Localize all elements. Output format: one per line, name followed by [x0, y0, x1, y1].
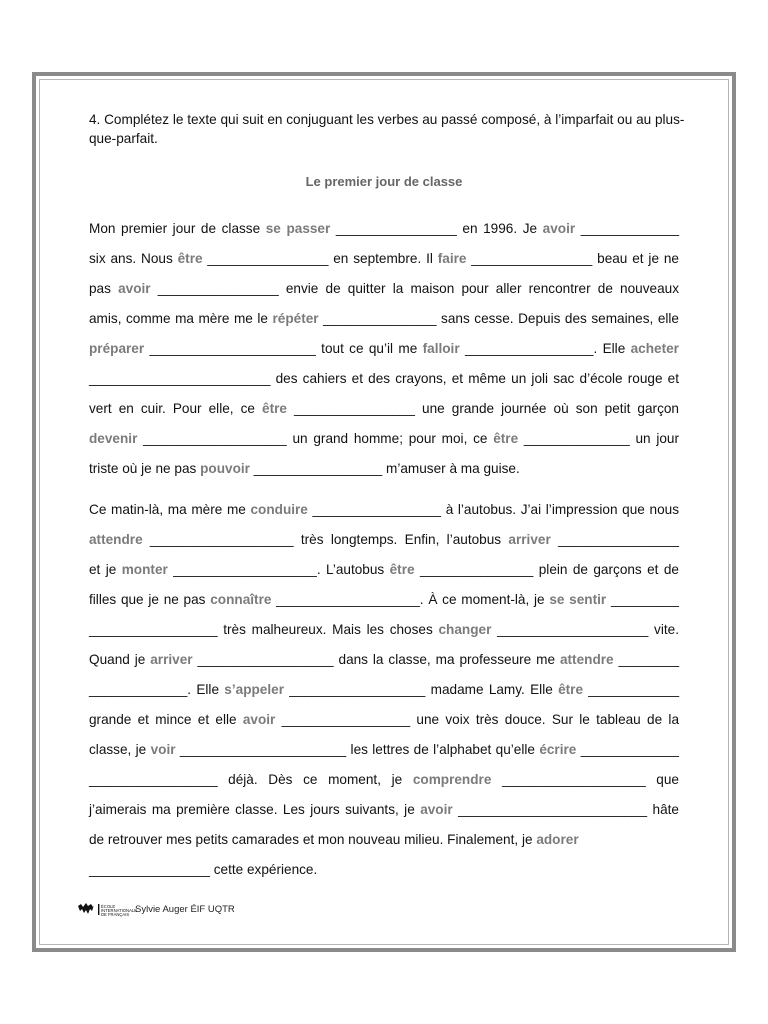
text-segment: _____________	[575, 221, 680, 236]
verb-prompt: devenir	[89, 431, 138, 446]
text-segment: ________________ envie de quitter la maison pour aller rencontrer de nouveaux	[150, 281, 679, 296]
text-line	[89, 530, 679, 550]
text-line	[89, 249, 679, 269]
text-line	[89, 500, 679, 520]
verb-prompt: être	[262, 401, 287, 416]
text-line	[89, 800, 679, 820]
text-segment: grande et mince et elle	[89, 712, 243, 727]
text-segment: ___________________ que	[491, 772, 679, 787]
verb-prompt: adorer	[536, 832, 579, 847]
text-segment: __________________ dans la classe, ma professeure me	[192, 652, 560, 667]
text-segment: ________________ une grande journée où son petit garçon	[286, 401, 679, 416]
text-segment: ____________	[583, 682, 680, 697]
text-segment: ________________ en 1996. Je	[330, 221, 543, 236]
text-line	[89, 710, 679, 730]
verb-prompt: répéter	[272, 311, 319, 326]
text-segment: ________________ cette expérience.	[89, 862, 318, 877]
text-segment: _________________. Elle	[459, 341, 631, 356]
text-line	[89, 279, 679, 299]
verb-prompt: être	[389, 562, 415, 577]
svg-text:ÉCOLE: ÉCOLE	[101, 904, 116, 909]
verb-prompt: être	[177, 251, 203, 266]
text-segment: _________________ à l’autobus. J’ai l’impression que nous	[307, 502, 679, 517]
verb-prompt: avoir	[542, 221, 576, 236]
verb-prompt: pouvoir	[200, 461, 250, 476]
text-line	[89, 860, 679, 880]
verb-prompt: attendre	[559, 652, 614, 667]
text-segment: _________________ m’amuser à ma guise.	[249, 461, 520, 476]
text-segment: triste où je ne pas	[89, 461, 201, 476]
text-segment: six ans. Nous	[89, 251, 178, 266]
text-line	[89, 399, 679, 419]
svg-text:INTERNATIONALE: INTERNATIONALE	[101, 908, 137, 913]
exercise-instruction: 4. Complétez le texte qui suit en conjuguant les verbes au passé composé, à l’imparfait ou au plus-que-parfait.	[89, 112, 685, 146]
verb-prompt: faire	[437, 251, 467, 266]
text-segment: pas	[89, 281, 119, 296]
text-segment: ___________________. À ce moment-là, je	[271, 592, 550, 607]
text-line	[89, 309, 679, 329]
verb-prompt: voir	[150, 742, 176, 757]
text-segment: ________________ en septembre. Il	[202, 251, 438, 266]
text-segment: ________________ beau et je ne	[466, 251, 679, 266]
text-segment: _________	[606, 592, 679, 607]
text-segment: ______________________ tout ce qu’il me	[144, 341, 423, 356]
verb-prompt: acheter	[630, 341, 679, 356]
verb-prompt: arriver	[150, 652, 193, 667]
text-line	[89, 459, 679, 479]
text-segment: ________	[613, 652, 680, 667]
text-segment: Mon premier jour de classe	[89, 221, 266, 236]
svg-text:DE FRANÇAIS: DE FRANÇAIS	[101, 912, 130, 917]
text-segment: vert en cuir. Pour elle, ce	[89, 401, 263, 416]
verb-prompt: monter	[121, 562, 168, 577]
text-segment: _________________ déjà. Dès ce moment, je	[89, 772, 413, 787]
text-line	[89, 339, 679, 359]
text-segment: ___________________. L’autobus	[167, 562, 390, 577]
text-segment: j’aimerais ma première classe. Les jours suivants, je	[89, 802, 421, 817]
verb-prompt: attendre	[89, 532, 143, 547]
text-segment: et je	[89, 562, 122, 577]
text-line	[89, 560, 679, 580]
verb-prompt: changer	[438, 622, 492, 637]
text-segment: ___________________ un grand homme; pour moi, ce	[137, 431, 494, 446]
text-line	[89, 620, 679, 640]
verb-prompt: avoir	[118, 281, 151, 296]
verb-prompt: arriver	[508, 532, 551, 547]
verb-prompt: préparer	[89, 341, 145, 356]
text-segment: amis, comme ma mère me le	[89, 311, 273, 326]
verb-prompt: se sentir	[549, 592, 607, 607]
text-segment: Ce matin-là, ma mère me	[89, 502, 251, 517]
text-segment: de retrouver mes petits camarades et mon nouveau milieu. Finalement, je	[89, 832, 537, 847]
text-line	[89, 830, 679, 850]
verb-prompt: s’appeler	[224, 682, 284, 697]
verb-prompt: avoir	[420, 802, 453, 817]
text-line	[89, 369, 679, 389]
text-segment: filles que je ne pas	[89, 592, 211, 607]
verb-prompt: être	[558, 682, 583, 697]
text-line	[89, 429, 679, 449]
text-title: Le premier jour de classe	[305, 174, 463, 189]
footer-author: Sylvie Auger ÉIF UQTR	[135, 904, 235, 915]
verb-prompt: avoir	[242, 712, 276, 727]
text-segment: classe, je	[89, 742, 151, 757]
text-segment: ________________	[550, 532, 679, 547]
text-segment: ______________________ les lettres de l’alphabet qu’elle	[175, 742, 540, 757]
verb-prompt: connaître	[210, 592, 272, 607]
verb-prompt: écrire	[539, 742, 577, 757]
text-segment: ____________________ vite.	[491, 622, 679, 637]
text-line	[89, 650, 679, 670]
text-line	[89, 740, 679, 760]
text-segment: _________________________ hâte	[452, 802, 679, 817]
text-line	[89, 219, 679, 239]
text-segment: ________________________ des cahiers et des crayons, et même un joli sac d’école rouge et	[89, 371, 679, 386]
verb-prompt: falloir	[422, 341, 460, 356]
text-segment: ___________________ très longtemps. Enfin, l’autobus	[142, 532, 509, 547]
verb-prompt: être	[493, 431, 519, 446]
school-logo-icon	[77, 901, 137, 919]
text-segment: __________________ madame Lamy. Elle	[284, 682, 559, 697]
text-line	[89, 590, 679, 610]
text-line	[89, 770, 679, 790]
text-segment: ______________ un jour	[518, 431, 679, 446]
text-segment: _______________ sans cesse. Depuis des semaines, elle	[318, 311, 679, 326]
text-segment: _________________ une voix très douce. Sur le tableau de la	[275, 712, 680, 727]
text-segment: _____________. Elle	[89, 682, 225, 697]
verb-prompt: conduire	[250, 502, 308, 517]
text-segment: _______________ plein de garçons et de	[414, 562, 679, 577]
text-line	[89, 680, 679, 700]
text-segment: _____________	[576, 742, 679, 757]
text-segment: _________________ très malheureux. Mais les choses	[89, 622, 439, 637]
verb-prompt: comprendre	[412, 772, 492, 787]
text-segment: Quand je	[89, 652, 151, 667]
verb-prompt: se passer	[265, 221, 331, 236]
